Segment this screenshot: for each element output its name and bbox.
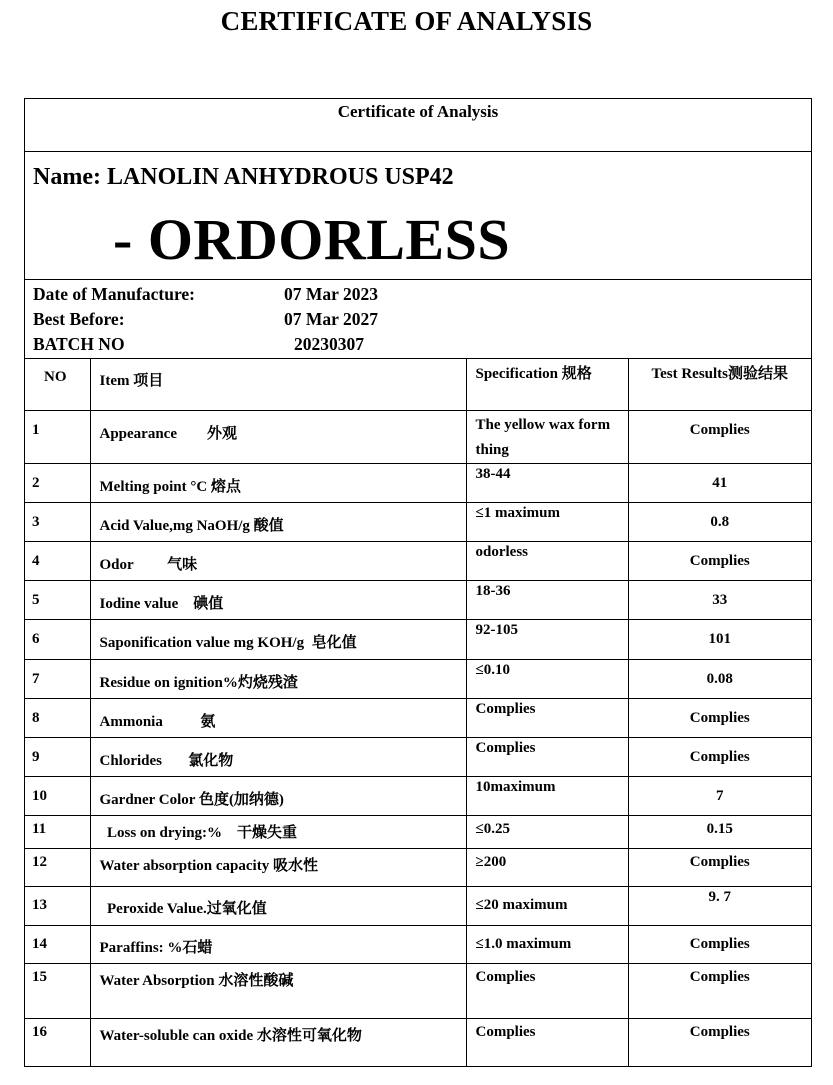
row-specification: Complies (466, 963, 628, 1018)
table-row (25, 886, 811, 925)
row-number: 5 (25, 580, 90, 619)
row-item: Paraffins: %石蜡 (90, 925, 466, 963)
row-number: 6 (25, 619, 90, 659)
row-item: Saponification value mg KOH/g 皂化值 (90, 619, 466, 659)
row-test-result: 33 (628, 580, 811, 619)
manufacture-date-label: Date of Manufacture: (33, 284, 195, 304)
row-specification: ≤0.10 (466, 659, 628, 698)
row-number: 10 (25, 776, 90, 815)
table-row (25, 776, 811, 815)
row-specification: ≤1 maximum (466, 502, 628, 541)
table-row (25, 815, 811, 848)
table-row (25, 925, 811, 963)
row-item: Melting point °C 熔点 (90, 463, 466, 502)
row-specification: Complies (466, 1018, 628, 1066)
row-test-result: 9. 7 (628, 886, 811, 925)
row-item: Residue on ignition%灼烧残渣 (90, 659, 466, 698)
row-number: 14 (25, 925, 90, 963)
row-specification: 18-36 (466, 580, 628, 619)
row-number: 7 (25, 659, 90, 698)
row-item: Gardner Color 色度(加纳德) (90, 776, 466, 815)
row-specification: ≤1.0 maximum (466, 925, 628, 963)
row-item: Loss on drying:% 干燥失重 (90, 815, 466, 848)
row-test-result: Complies (628, 698, 811, 737)
row-test-result: 0.15 (628, 815, 811, 848)
table-row (25, 619, 811, 659)
header-specification: Specification 规格 (466, 359, 628, 410)
row-number: 1 (25, 410, 90, 463)
row-specification: 38-44 (466, 463, 628, 502)
row-item: Water Absorption 水溶性酸碱 (90, 963, 466, 1018)
row-number: 3 (25, 502, 90, 541)
row-item: Chlorides 氯化物 (90, 737, 466, 776)
row-number: 15 (25, 963, 90, 1018)
table-row (25, 463, 811, 502)
table-row (25, 541, 811, 580)
table-row (25, 410, 811, 463)
row-item: Odor 气味 (90, 541, 466, 580)
manufacture-date-value: 07 Mar 2023 (284, 284, 378, 304)
row-item: Ammonia 氨 (90, 698, 466, 737)
coa-box-title: Certificate of Analysis (337, 102, 499, 121)
table-row (25, 502, 811, 541)
certificate-frame (24, 98, 812, 1067)
row-test-result: Complies (628, 963, 811, 1018)
row-test-result: Complies (628, 541, 811, 580)
batch-no-value: 20230307 (294, 334, 364, 354)
row-test-result: 101 (628, 619, 811, 659)
header-no: NO (25, 359, 90, 410)
row-specification: The yellow wax form thing (466, 410, 628, 463)
coa-header-section (25, 99, 811, 152)
row-test-result: 7 (628, 776, 811, 815)
best-before-label: Best Before: (33, 309, 125, 329)
row-specification: Complies (466, 698, 628, 737)
best-before-value: 07 Mar 2027 (284, 309, 378, 329)
table-row (25, 659, 811, 698)
table-row (25, 580, 811, 619)
batch-no-label: BATCH NO (33, 334, 125, 354)
table-row (25, 1018, 811, 1066)
row-item: Water absorption capacity 吸水性 (90, 848, 466, 886)
row-number: 16 (25, 1018, 90, 1066)
row-number: 12 (25, 848, 90, 886)
row-test-result: Complies (628, 1018, 811, 1066)
product-variant: - ORDORLESS (113, 207, 511, 272)
row-specification: ≤0.25 (466, 815, 628, 848)
row-test-result: Complies (628, 925, 811, 963)
table-row (25, 963, 811, 1018)
row-specification: odorless (466, 541, 628, 580)
row-specification: ≥200 (466, 848, 628, 886)
row-test-result: 0.08 (628, 659, 811, 698)
row-test-result: Complies (628, 410, 811, 463)
document-title: CERTIFICATE OF ANALYSIS (220, 6, 593, 36)
row-specification: 92-105 (466, 619, 628, 659)
analysis-table (25, 359, 811, 1067)
row-item: Peroxide Value.过氧化值 (90, 886, 466, 925)
table-header-row (25, 359, 811, 410)
row-specification: 10maximum (466, 776, 628, 815)
row-number: 8 (25, 698, 90, 737)
row-test-result: 0.8 (628, 502, 811, 541)
table-row (25, 737, 811, 776)
row-number: 4 (25, 541, 90, 580)
row-item: Water-soluble can oxide 水溶性可氧化物 (90, 1018, 466, 1066)
table-row (25, 698, 811, 737)
row-specification: Complies (466, 737, 628, 776)
table-row (25, 848, 811, 886)
row-number: 13 (25, 886, 90, 925)
row-test-result: Complies (628, 848, 811, 886)
row-test-result: 41 (628, 463, 811, 502)
row-item: Appearance 外观 (90, 410, 466, 463)
row-number: 11 (25, 815, 90, 848)
row-number: 9 (25, 737, 90, 776)
product-name-section (25, 152, 811, 280)
header-test-results: Test Results测验结果 (628, 359, 811, 410)
batch-info-section (25, 280, 811, 359)
row-number: 2 (25, 463, 90, 502)
row-item: Iodine value 碘值 (90, 580, 466, 619)
row-specification: ≤20 maximum (466, 886, 628, 925)
product-name: Name: LANOLIN ANHYDROUS USP42 (33, 164, 454, 190)
row-item: Acid Value,mg NaOH/g 酸值 (90, 502, 466, 541)
header-item: Item 项目 (90, 359, 466, 410)
row-test-result: Complies (628, 737, 811, 776)
